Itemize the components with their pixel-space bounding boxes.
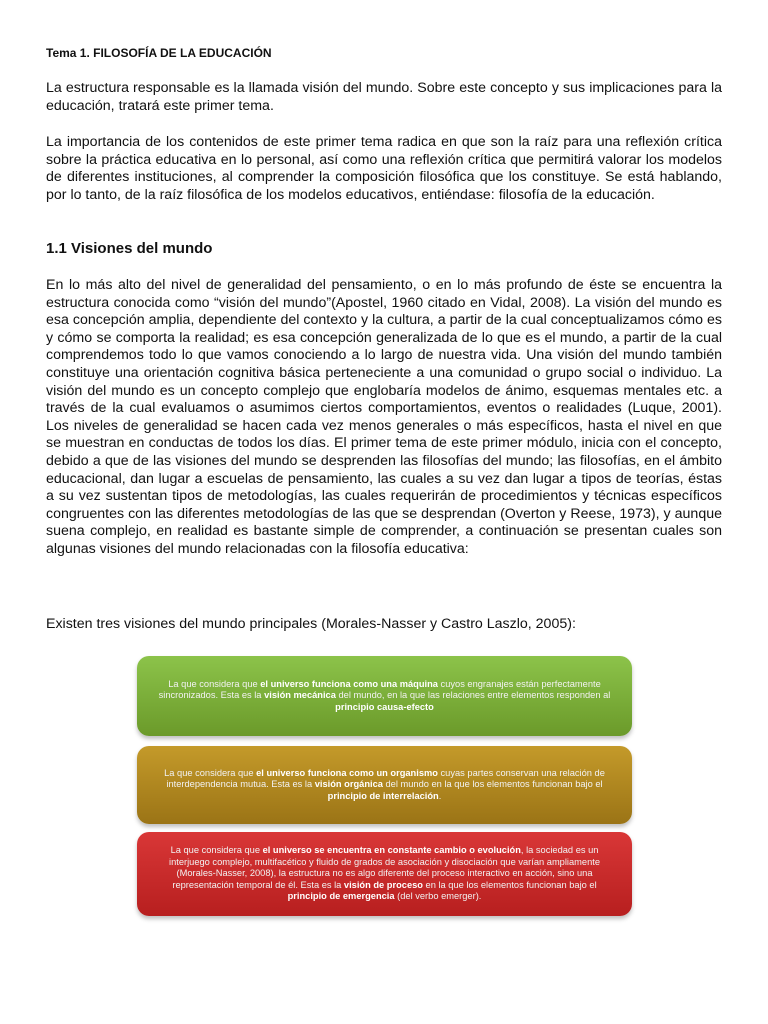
box-bold-phrase: visión orgánica (314, 779, 383, 790)
box-bold-phrase: el universo funciona como un organismo (256, 767, 438, 778)
box-text-segment: del mundo, en la que las relaciones entre elementos responden al (335, 690, 611, 701)
box-bold-phrase: visión mecánica (264, 690, 336, 701)
box-text-segment: , la sociedad es un interjuego complejo, multifacético y fluido de grados de asociación y disociación que varían ampliamente (Morales-Nasser, 2008), la estructura no es algo diferente del proceso interactivo en acción, sino una representación temporal de él. Esta es la (169, 845, 600, 890)
organic-view-text (155, 768, 614, 802)
process-view-box (137, 832, 632, 916)
box-text-segment: cuyas partes conservan una relación de interdependencia mutua. Esta es la (166, 767, 605, 790)
box-text-segment: en la que los elementos funcionan bajo el (422, 879, 597, 890)
box-text-segment: La que considera que (168, 678, 261, 689)
box-text-segment: del mundo en la que los elementos funcionan bajo el (382, 779, 603, 790)
worldview-paragraph: En lo más alto del nivel de generalidad del pensamiento, o en lo más profundo de éste se encuentra la estructura conocida como “visión del mundo”(Apostel, 1960 citado en Vidal, 2008). La visión del mundo es esa concepción amplia, dependiente del contexto y la cultura, a partir de la cual conceptualizamos cómo es y cómo se comporta la realidad; es esa concepción generalizada de lo que es el mundo, a partir de la cual comprendemos todo lo que vamos conociendo a lo largo de nuestra vida. Una visión del mundo también constituye una orientación cognitiva básica perteneciente a una comunidad o grupo social o individuo. La visión del mundo es un concepto complejo que englobaría modelos de ánimo, esquemas mentales etc. a través de la cual evaluamos o asumimos ciertos comportamientos, eventos o realidades (Luque, 2001). Los niveles de generalidad se hacen cada vez menos generales o más específicos, hasta el nivel en que se muestran en conductas de todos los días. El primer tema de este primer módulo, inicia con el concepto, debido a que de las visiones del mundo se desprenden las filosofías del mundo; las filosofías, en el ámbito educacional, dan lugar a escuelas de pensamiento, las cuales a su vez dan lugar a tipos de teorías, éstas a su vez sustentan tipos de metodologías, las cuales requerirán de procedimientos y técnicas específicos congruentes con las diferentes metodologías de las que se desprendan (Overton y Reese, 1973), y aunque suena complejo, en realidad es bastante simple de comprender, a continuación se presentan cuales son algunas visiones del mundo relacionadas con la filosofía educativa: (46, 277, 722, 557)
organic-view-box (137, 746, 632, 824)
box-text-segment: La que considera que (164, 767, 257, 778)
box-text-segment: cuyos engranajes están perfectamente sincronizados. Esta es la (158, 678, 601, 701)
topic-title: Tema 1. FILOSOFÍA DE LA EDUCACIÓN (46, 46, 272, 60)
section-heading: 1.1 Visiones del mundo (46, 240, 213, 257)
process-view-text (155, 845, 614, 902)
box-bold-phrase: el universo funciona como una máquina (260, 678, 438, 689)
box-bold-phrase: principio causa-efecto (335, 701, 434, 712)
box-bold-phrase: principio de interrelación (327, 790, 439, 801)
mechanical-view-text (155, 679, 614, 713)
box-text-segment: La que considera que (170, 845, 263, 856)
importance-paragraph: La importancia de los contenidos de este primer tema radica en que son la raíz para una reflexión crítica sobre la práctica educativa en lo personal, así como una reflexión crítica que permitirá valorar los modelos de diferentes instituciones, al comprender la composición filosófica que los constituye. Se está hablando, por lo tanto, de la raíz filosófica de los modelos educativos, entiéndase: filosofía de la educación. (46, 134, 722, 203)
box-text-segment: (del verbo emerger). (394, 891, 482, 902)
intro-paragraph: La estructura responsable es la llamada visión del mundo. Sobre este concepto y sus implicaciones para la educación, tratará este primer tema. (46, 80, 722, 114)
box-bold-phrase: visión de proceso (343, 879, 423, 890)
three-views-intro: Existen tres visiones del mundo principales (Morales-Nasser y Castro Laszlo, 2005): (46, 616, 576, 632)
box-text-segment: . (438, 790, 442, 801)
box-bold-phrase: el universo se encuentra en constante cambio o evolución (262, 845, 521, 856)
box-bold-phrase: principio de emergencia (287, 891, 395, 902)
mechanical-view-box (137, 656, 632, 736)
